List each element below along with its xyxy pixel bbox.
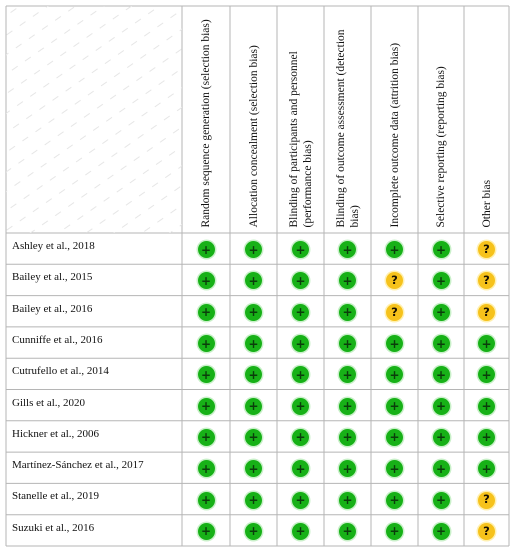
study-name: Suzuki et al., 2016 xyxy=(12,521,95,534)
low-risk-icon: + xyxy=(339,272,356,289)
low-risk-icon: + xyxy=(292,523,309,540)
low-risk-icon: + xyxy=(386,429,403,446)
low-risk-icon: + xyxy=(292,335,309,352)
low-risk-icon: + xyxy=(433,492,450,509)
low-risk-icon: + xyxy=(478,460,495,477)
column-header xyxy=(464,6,509,233)
low-risk-icon: + xyxy=(433,460,450,477)
unclear-risk-icon: ? xyxy=(478,241,495,258)
low-risk-icon: + xyxy=(245,241,262,258)
low-risk-icon: + xyxy=(339,304,356,321)
low-risk-icon: + xyxy=(198,398,215,415)
unclear-risk-icon: ? xyxy=(478,272,495,289)
unclear-risk-icon: ? xyxy=(478,523,495,540)
low-risk-icon: + xyxy=(245,335,262,352)
column-header-label: Incomplete outcome data (attrition bias) xyxy=(388,42,401,227)
low-risk-icon: + xyxy=(433,304,450,321)
low-risk-icon: + xyxy=(478,429,495,446)
low-risk-icon: + xyxy=(433,335,450,352)
study-name: Martínez-Sánchez et al., 2017 xyxy=(12,459,144,472)
low-risk-icon: + xyxy=(386,523,403,540)
corner-cell-hatch xyxy=(6,6,182,233)
low-risk-icon: + xyxy=(292,492,309,509)
low-risk-icon: + xyxy=(339,335,356,352)
low-risk-icon: + xyxy=(292,398,309,415)
low-risk-icon: + xyxy=(198,335,215,352)
column-header-label: Blinding of outcome assessment (detection bias) xyxy=(334,28,361,227)
column-header-label: Allocation concealment (selection bias) xyxy=(247,44,260,227)
low-risk-icon: + xyxy=(433,366,450,383)
low-risk-icon: + xyxy=(433,523,450,540)
low-risk-icon: + xyxy=(339,523,356,540)
low-risk-icon: + xyxy=(245,460,262,477)
low-risk-icon: + xyxy=(339,429,356,446)
low-risk-icon: + xyxy=(386,366,403,383)
low-risk-icon: + xyxy=(292,241,309,258)
study-name: Stanelle et al., 2019 xyxy=(12,490,100,503)
low-risk-icon: + xyxy=(292,460,309,477)
low-risk-icon: + xyxy=(198,272,215,289)
low-risk-icon: + xyxy=(339,492,356,509)
unclear-risk-icon: ? xyxy=(478,304,495,321)
low-risk-icon: + xyxy=(198,366,215,383)
study-name: Cunniffe et al., 2016 xyxy=(12,333,103,346)
low-risk-icon: + xyxy=(245,523,262,540)
low-risk-icon: + xyxy=(478,366,495,383)
low-risk-icon: + xyxy=(198,460,215,477)
low-risk-icon: + xyxy=(478,398,495,415)
study-name: Gills et al., 2020 xyxy=(12,396,86,409)
unclear-risk-icon: ? xyxy=(478,492,495,509)
low-risk-icon: + xyxy=(198,429,215,446)
column-header-label: Blinding of participants and personnel (performance bias) xyxy=(287,50,314,227)
low-risk-icon: + xyxy=(339,366,356,383)
low-risk-icon: + xyxy=(386,460,403,477)
low-risk-icon: + xyxy=(292,429,309,446)
low-risk-icon: + xyxy=(245,272,262,289)
low-risk-icon: + xyxy=(339,460,356,477)
low-risk-icon: + xyxy=(386,492,403,509)
low-risk-icon: + xyxy=(198,523,215,540)
column-header xyxy=(418,6,464,233)
low-risk-icon: + xyxy=(245,366,262,383)
column-header xyxy=(182,6,230,233)
low-risk-icon: + xyxy=(198,241,215,258)
study-name: Bailey et al., 2015 xyxy=(12,271,93,284)
low-risk-icon: + xyxy=(245,398,262,415)
low-risk-icon: + xyxy=(198,304,215,321)
low-risk-icon: + xyxy=(292,272,309,289)
low-risk-icon: + xyxy=(433,241,450,258)
column-header xyxy=(371,6,418,233)
low-risk-icon: + xyxy=(433,398,450,415)
unclear-risk-icon: ? xyxy=(386,304,403,321)
study-name: Hickner et al., 2006 xyxy=(12,427,100,440)
column-header-label: Other bias xyxy=(480,179,493,227)
unclear-risk-icon: ? xyxy=(386,272,403,289)
study-name: Bailey et al., 2016 xyxy=(12,302,93,315)
low-risk-icon: + xyxy=(386,398,403,415)
column-header-label: Selective reporting (reporting bias) xyxy=(435,65,447,227)
low-risk-icon: + xyxy=(433,429,450,446)
low-risk-icon: + xyxy=(198,492,215,509)
low-risk-icon: + xyxy=(245,492,262,509)
low-risk-icon: + xyxy=(386,241,403,258)
low-risk-icon: + xyxy=(386,335,403,352)
low-risk-icon: + xyxy=(433,272,450,289)
low-risk-icon: + xyxy=(292,366,309,383)
low-risk-icon: + xyxy=(292,304,309,321)
column-header-label: Random sequence generation (selection bias) xyxy=(200,18,212,227)
low-risk-icon: + xyxy=(339,241,356,258)
study-name: Ashley et al., 2018 xyxy=(12,240,95,252)
column-header xyxy=(230,6,277,233)
low-risk-icon: + xyxy=(339,398,356,415)
low-risk-icon: + xyxy=(245,429,262,446)
low-risk-icon: + xyxy=(245,304,262,321)
study-name: Cutrufello et al., 2014 xyxy=(12,365,109,378)
column-header xyxy=(277,6,324,233)
column-header xyxy=(324,6,371,233)
low-risk-icon: + xyxy=(478,335,495,352)
